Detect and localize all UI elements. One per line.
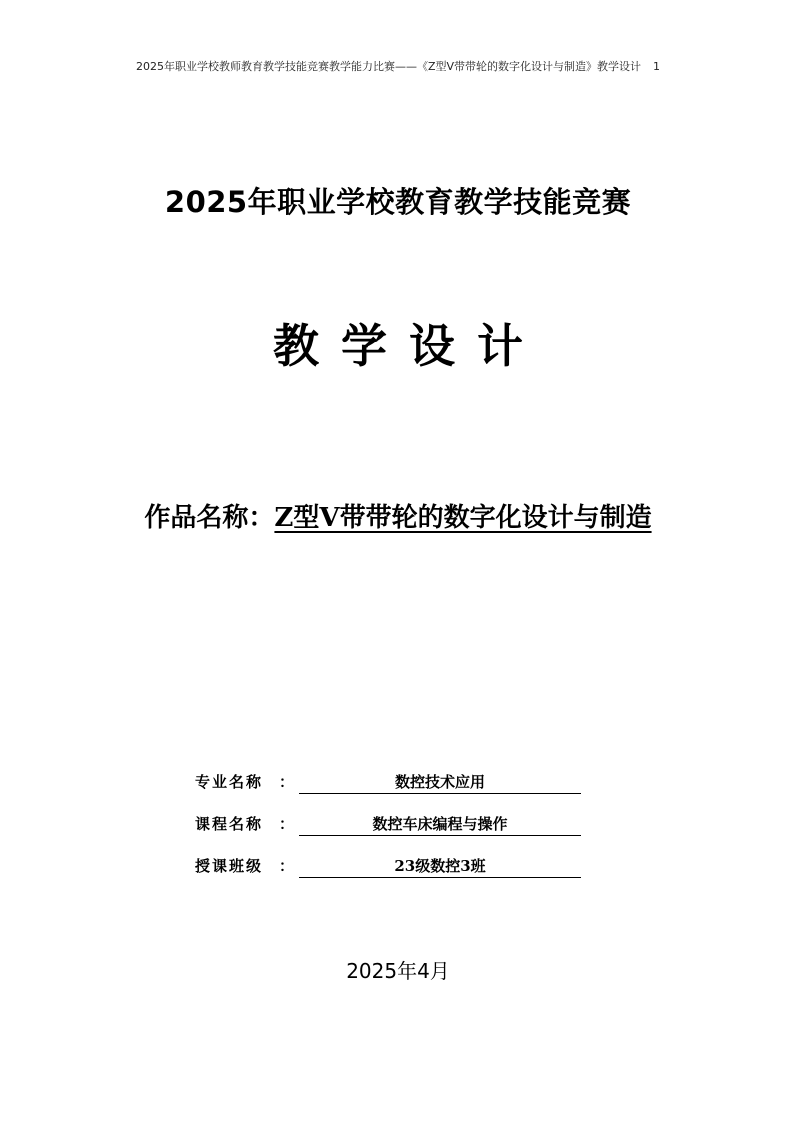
document-title: 教学设计 [273, 319, 545, 373]
work-name-value: Z型V带带轮的数字化设计与制造 [274, 503, 652, 533]
running-header-text: 2025年职业学校教师教育教学技能竞赛教学能力比赛——《Z型V带带轮的数字化设计与制造》教学设计 [135, 60, 642, 73]
competition-title: 2025年职业学校教育教学技能竞赛 [164, 185, 632, 219]
work-name [0, 497, 796, 534]
info-value: 23级数控3班 [299, 855, 581, 878]
info-colon: ： [279, 773, 295, 791]
page-number: 1 [653, 60, 661, 73]
info-row-major [195, 752, 595, 794]
info-value: 数控车床编程与操作 [299, 813, 581, 836]
info-label: 授课班级 [195, 857, 264, 875]
work-name-label: 作品名称： [144, 503, 275, 533]
info-colon: ： [279, 857, 295, 875]
info-label: 课程名称 [195, 815, 264, 833]
document-date: 2025年4月 [346, 959, 450, 983]
info-value: 数控技术应用 [299, 771, 581, 794]
course-info-block [195, 752, 595, 878]
info-row-class [195, 836, 595, 878]
info-label: 专业名称 [195, 773, 264, 791]
running-header [0, 58, 796, 74]
info-row-course [195, 794, 595, 836]
info-colon: ： [279, 815, 295, 833]
